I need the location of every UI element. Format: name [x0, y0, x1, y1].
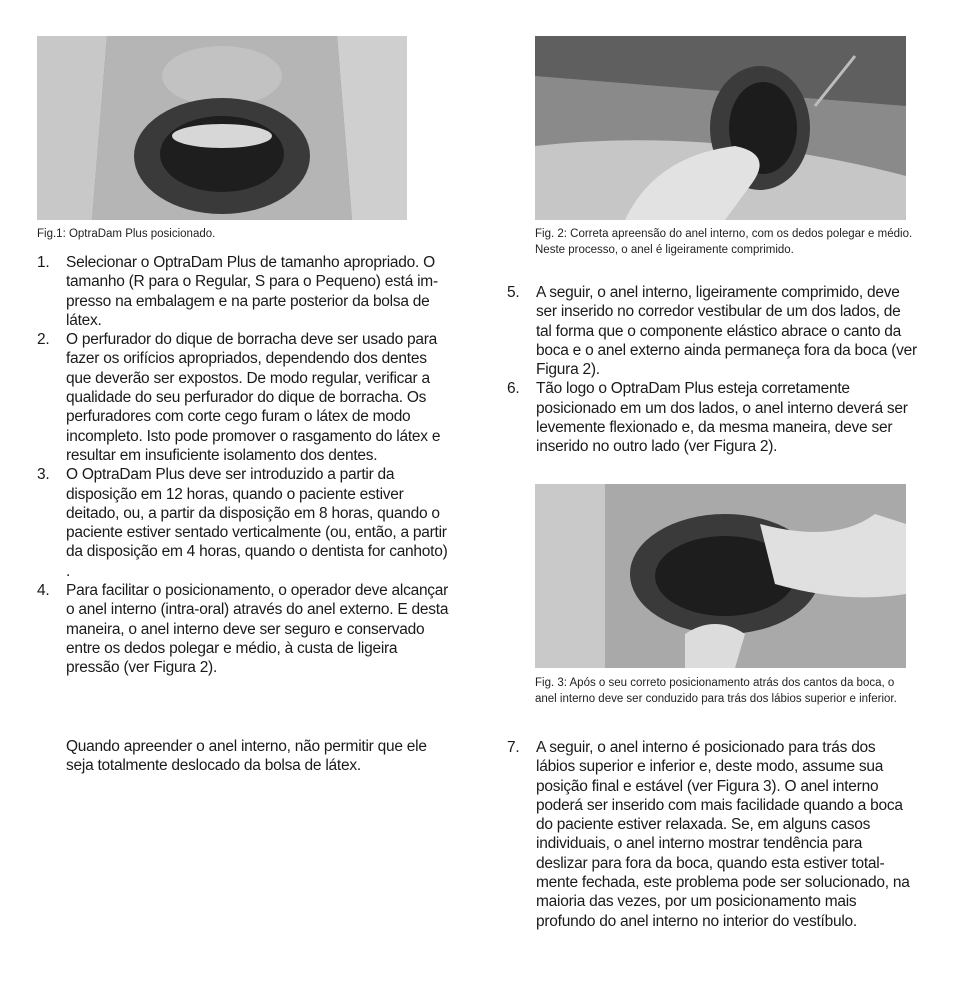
figure-3-photo: [535, 484, 906, 668]
step-number: 3.: [37, 466, 50, 484]
step-number: 7.: [507, 739, 520, 756]
step-text: Tão logo o OptraDam Plus esteja corretamente posicionado em um dos lados, o anel interno deverá ser levemente flexionado e, da mesma maneira, deve ser inserido no outro lado (ver Figura 2).: [536, 380, 908, 456]
step-text: Selecionar o OptraDam Plus de tamanho apropriado. O tamanho (R para o Regular, S para o Pequeno) está impresso na embalagem e na parte posterior da bolsa de látex.: [66, 254, 439, 329]
step-number: 4.: [37, 582, 50, 600]
step-number: 1.: [37, 254, 50, 271]
figure-2-caption: Fig. 2: Correta apreensão do anel interno, com os dedos polegar e médio. Neste processo, o anel é ligeiramente comprimido.: [535, 228, 913, 256]
figure-3-illustration: [535, 484, 906, 668]
list-item: [507, 738, 917, 931]
list-item: [37, 581, 451, 677]
figure-2-photo: [535, 36, 906, 220]
figure-1-illustration: [37, 36, 407, 220]
step-number: 6.: [507, 380, 520, 398]
step-text: Para facilitar o posicionamento, o operador deve alcançar o anel interno (intra-oral) através do anel externo. E desta maneira, o anel interno deve ser seguro e conservado entre os dedos polegar e médio, à custa de ligeira pressão (ver Figura 2).: [66, 582, 449, 677]
note-paragraph: Quando apreender o anel interno, não permitir que ele seja totalmente deslocado da bolsa de látex.: [66, 737, 427, 774]
instructions-list-right-bottom: [507, 738, 917, 931]
list-item: [37, 465, 451, 581]
figure-1-caption: Fig.1: OptraDam Plus posicionado.: [37, 228, 216, 240]
list-item: [507, 283, 917, 379]
instructions-list-left: [37, 253, 451, 678]
step-text: A seguir, o anel interno, ligeiramente comprimido, deve ser inserido no corredor vestibular de um dos lados, de tal forma que o componente elástico abrace o canto da boca e o anel externo ainda permaneça fora da boca (ver Figura 2).: [536, 284, 917, 379]
step-text: O perfurador do dique de borracha deve ser usado para fazer os orifícios apropriados, dependendo dos dentes que deverão ser expostos. De modo regular, verificar a qualidade do seu perfurador do dique de borracha. Os perfuradores com corte cego furam o látex de modo incompleto. Isto pode promover o rasgamento do látex e resultar em insuficiente isolamento dos dentes.: [66, 331, 441, 464]
step-number: 2.: [37, 331, 50, 349]
instructions-list-right-top: [507, 283, 917, 457]
figure-1-photo: [37, 36, 407, 220]
step-number: 5.: [507, 284, 520, 301]
step-text: O OptraDam Plus deve ser introduzido a partir da disposição em 12 horas, quando o paciente estiver deitado, ou, a partir da disposição em 8 horas, quando o paciente estiver sentado verticalmente (ou, então, a partir da disposição em 4 horas, quando o dentista for canhoto) .: [66, 466, 448, 580]
list-item: [507, 379, 917, 456]
figure-2-illustration: [535, 36, 906, 220]
list-item: [37, 253, 451, 330]
list-item: [37, 330, 451, 465]
step-text: A seguir, o anel interno é posicionado para trás dos lábios superior e inferior e, deste modo, assume sua posição final e estável (ver Figura 3). O anel interno poderá ser inserido com mais facilidade quando a boca do paciente estiver relaxada. Se, em alguns casos individuais, o anel interno mostrar tendência para deslizar para fora da boca, quando esta estiver totalmente fechada, este problema pode ser solucionado, na maioria das vezes, por um posicionamento mais profundo do anel interno no interior do vestíbulo.: [536, 739, 910, 930]
figure-3-caption: Fig. 3: Após o seu correto posicionamento atrás dos cantos da boca, o anel interno deve ser conduzido para trás dos lábios superior e inferior.: [535, 677, 897, 705]
